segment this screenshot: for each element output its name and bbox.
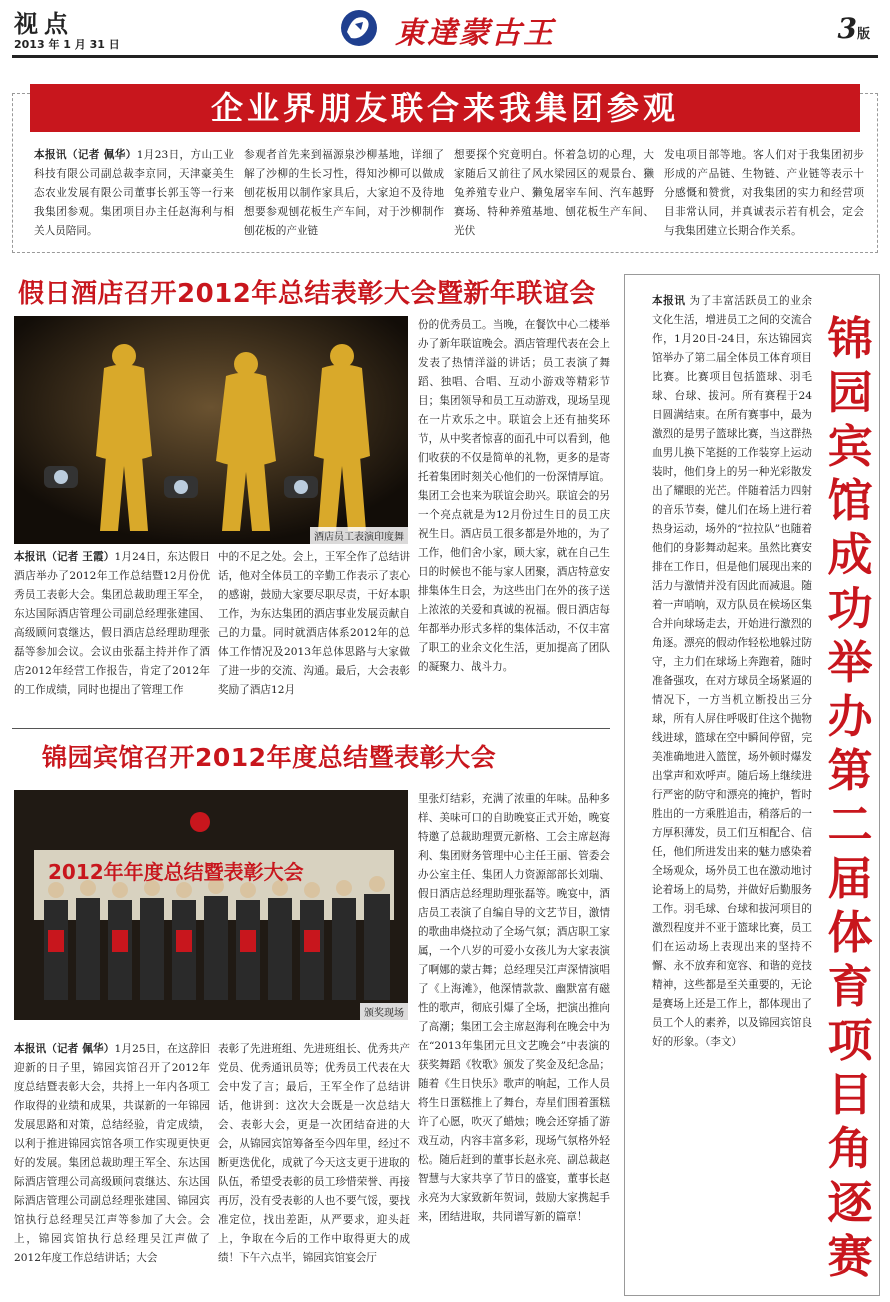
page-number: 3版 <box>837 12 870 45</box>
article2-col-right: 份的优秀员工。当晚，在餐饮中心二楼举办了新年联谊晚会。酒店管理代表在会上发表了热情洋溢的讲话；员工表演了舞蹈、独唱、合唱、互动小游戏等精彩节目；集团领导和员工互动游戏，现场呈现在一片欢乐之中。联谊会上还有抽奖环节，从中奖者惊喜的面孔中可以看到，他们收获的不仅是简单的礼物，更多的是寄托着集团时刻关心他们的一份深情厚谊。集团工会也来为联谊会助兴。联谊会的另一个亮点就是为12月份过生日的员工庆祝生日。酒店员工很多都是外地的，为了工作，他们舍小家，顾大家，就在自己生日的时候也不能与家人团聚，酒店特意安排集体生日会，为这些出门在外的孩子送上浓浓的关爱和真诚的祝福。假日酒店每年都举办形式多样的集体活动，不仅丰富了职工的业余文化生活，更加提高了团队的凝聚力、战斗力。 <box>418 319 610 673</box>
header-rule <box>12 55 878 58</box>
article1-headline: 企业界朋友联合来我集团参观 <box>30 84 860 132</box>
headline-char: 角 <box>827 1122 873 1175</box>
article2-photo-caption: 酒店员工表演印度舞 <box>310 527 408 544</box>
headline-char: 功 <box>827 582 873 635</box>
headline-char: 举 <box>827 636 873 689</box>
headline-char: 锦 <box>827 312 873 365</box>
headline-char: 届 <box>827 852 873 905</box>
article3-photo-caption: 颁奖现场 <box>360 1003 408 1020</box>
issue-date: 2013 年 1 月 31 日 <box>14 38 120 51</box>
article1-col3: 想要探个究竟明白。怀着急切的心理，大家随后又前往了风水梁园区的观景台、獭兔养殖专业户、獭兔屠宰车间、汽车越野赛场、特种养殖基地、刨花板生产车间、光伏 <box>454 149 654 237</box>
headline-char: 园 <box>827 366 873 419</box>
article1-col1: 本报讯（记者 佩华）1月23日，方山工业科技有限公司副总裁李京同，天津豪美生态农业发展有限公司董事长郭玉等一行来我集团参观。集团项目办主任赵海利与相关人员陪同。 <box>34 149 234 237</box>
article2-headline: 假日酒店召开2012年总结表彰大会暨新年联谊会 <box>18 279 596 309</box>
headline-char: 赛 <box>827 1230 873 1283</box>
article3-col-b: 表彰了先进班组、先进班组长、优秀共产党员、优秀通讯员等；优秀员工代表在大会中发了言；最后，王军全作了总结讲话，他讲到：这次大会既是一次总结大会、表彰大会，更是一次团结奋进的大会，从锦园宾馆筹备至今四年里，经过不断更迭优化，成就了今天这支更于进取的队伍，希望受表彰的员工珍惜荣誉、再接再厉，没有受表彰的人也不要气馁，要找准定位，找出差距，从严要求，迎头赶上，争取在今后的工作中取得更大的成绩！下午六点半，锦园宾馆宴会厅 <box>218 1043 410 1264</box>
newspaper-masthead: 東達蒙古王 <box>395 16 555 51</box>
headline-char: 体 <box>827 906 873 959</box>
award-ceremony-illustration <box>14 790 408 1020</box>
headline-char: 项 <box>827 1014 873 1067</box>
headline-char: 二 <box>827 798 873 851</box>
headline-char: 第 <box>827 744 873 797</box>
headline-char: 育 <box>827 960 873 1013</box>
article3-col-a: 本报讯（记者 佩华）1月25日，在这辞旧迎新的日子里，锦园宾馆召开了2012年度总结暨表彰大会，共捋上一年内各项工作取得的业绩和成果，共谋新的一年锦园发展思路和对策，总结经验，肯定成绩，以利于推进锦园宾馆各项工作实现更快更好的发展。集团总裁助理王军全、东达国际酒店管理公司高级顾问袁继达、东达国际酒店管理公司副总经理张建国、锦园宾馆执行总经理吴江声等参加了大会。会上，锦园宾馆执行总经理吴江声做了2012年度工作总结讲话；大会 <box>14 1043 210 1264</box>
section-divider <box>12 728 610 729</box>
article1-col4: 发电项目部等地。客人们对于我集团初步形成的产品链、生物链、产业链等表示十分感慨和赞赏，对我集团的实力和经营项目非常认同，并真诚表示若有机会，定会与我集团建立长期合作关系。 <box>664 149 864 237</box>
article4-headline <box>818 312 882 1284</box>
headline-char: 成 <box>827 528 873 581</box>
article3-headline: 锦园宾馆召开2012年度总结暨表彰大会 <box>42 743 497 772</box>
headline-char: 目 <box>827 1068 873 1121</box>
headline-char: 办 <box>827 690 873 743</box>
article3-col-right: 里张灯结彩，充满了浓重的年味。品种多样、美味可口的自助晚宴正式开始，晚宴特邀了总裁助理贾元新格、工会主席赵海利、集团财务管理中心主任王丽、管委会办公室主任、集团人力资源部部长刘瑞、假日酒店总经理助理张磊等。晚宴中，酒店员工表演了自编自导的文艺节目，激情的歌曲串烧拉动了全场气氛；酒店职工家属，一个八岁的可爱小女孩儿为大家表演了啊娜的蒙古舞；总经理吴江声深情演唱了《上海滩》，他深情款款、幽默富有磁性的歌声，彻底引爆了全场，把演出推向了高潮；集团工会主席赵海利在晚会中为在“2013年集团元旦文艺晚会”中表演的获奖舞蹈《牧歌》颁发了奖金及纪念品；随着《生日快乐》歌声的响起，工作人员将生日蛋糕推上了舞台，寿星们围着蛋糕许了心愿，吹灭了蜡烛；晚会还穿插了游戏互动，内容丰富多彩，现场气氛格外轻松。随后赶到的董事长赵永亮、副总裁赵智慧与大家共享了节日的盛宴，董事长赵永亮为大家致新年贺词，鼓励大家携起手来，团结进取，共同谱写新的篇章！ <box>418 793 610 1223</box>
section-title: 视点 <box>14 10 74 38</box>
headline-char: 馆 <box>827 474 873 527</box>
article3-photo <box>14 790 408 1020</box>
headline-char: 宾 <box>827 420 873 473</box>
article2-col-a: 本报讯（记者 王霞）1月24日，东达假日酒店举办了2012年工作总结暨12月份优秀员工表彰大会。集团总裁助理王军全，东达国际酒店管理公司副总经理张建国、高级顾问袁继达，假日酒店总经理助理张磊等参加会议。会议由张磊主持并作了酒店2012年经营工作报告，肯定了2012年的工作成绩，同时也提出了管理工作 <box>14 551 210 696</box>
dance-stage-illustration <box>14 316 408 544</box>
article4-body: 本报讯 为了丰富活跃员工的业余文化生活，增进员工之间的交流合作，1月20日-24日，东达锦园宾馆举办了第二届全体员工体育项目比赛。比赛项目包括篮球、羽毛球、台球、拔河。所有赛程于24日圆满结束。在所有赛事中，最为激烈的是男子篮球比赛，当这群热血男儿换下笔挺的工作装穿上运动装时，他们身上的另一种光彩散发出了耀眼的光芒。伴随着活力四射的音乐节奏，健儿们在场上进行着热身运动，场外的“拉拉队”也随着他们的身影舞动起来。虽然比赛安排在工作日，但是他们展现出来的活力与激情并没有因此而减退。随着一声哨响，双方队员在候场区集合并向球场走去，开始进行激烈的角逐。漂亮的假动作轻松地躲过防守，主力们在球场上奔跑着，随时准备强攻，在对方球员全场紧逼的情况下，一方当机立断投出三分球，所有人屏住呼吸盯住这个抛物线进球，篮球在空中瞬间停留，完美准确地进入篮筐，场外顿时爆发出掌声和欢呼声。随后场上继续进行严密的防守和漂亮的掩护，暂时胜出的一方乘胜追击，稍落后的一方厚积薄发，员工们互相配合、信任，他们所进发出来的魅力感染着全场观众，场外员工也在激动地讨论着场上的局势，并做好后勤服务工作。羽毛球、台球和拔河项目的激烈程度并不亚于篮球比赛，员工们在运动场上表现出来的坚持不懈、永不放弃和宽容、和谐的竞技精神，这些都是至关重要的，无论是赛场上还是工作上，都体现出了员工个人的素养，以及锦园宾馆良好的形象。（李文） <box>652 295 812 1048</box>
headline-char: 逐 <box>827 1176 873 1229</box>
article1-col2: 参观者首先来到福源泉沙柳基地，详细了解了沙柳的生长习性，得知沙柳可以做成刨花板用以制作家具后，大家迫不及待地想要参观刨花板生产车间，对于沙柳制作刨花板的产业链 <box>244 149 444 237</box>
ceremony-backdrop-text: 2012年年度总结暨表彰大会 <box>48 860 304 884</box>
article2-col-b: 中的不足之处。会上，王军全作了总结讲话，他对全体员工的辛勤工作表示了衷心的感谢，鼓励大家要尽职尽责，干好本职工作，为东达集团的酒店事业发展贡献自己的力量。同时就酒店体系2012年的总体工作情况及2013年总体思路与大家做了进一步的交流、沟通。最后，大会表彰奖励了酒店12月 <box>218 551 410 696</box>
article2-photo <box>14 316 408 544</box>
